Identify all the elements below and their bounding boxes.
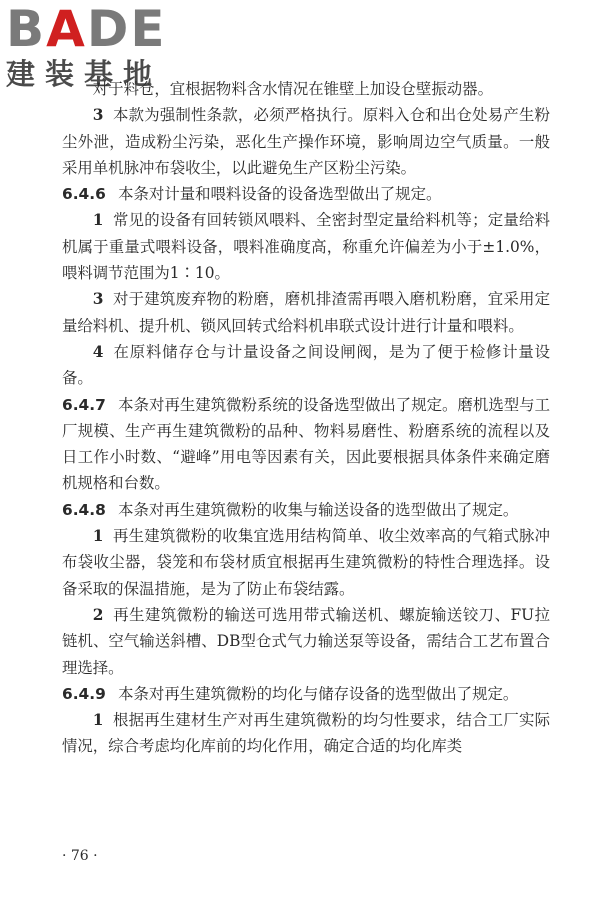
logo-letters-de: DE bbox=[86, 0, 167, 58]
section-6-4-9 bbox=[62, 681, 550, 707]
document-body bbox=[62, 76, 550, 760]
paragraph-item-1-collection bbox=[62, 523, 550, 602]
paragraph-item-3-grinding bbox=[62, 286, 550, 339]
logo-wordmark bbox=[6, 0, 176, 58]
section-text: 本条对再生建筑微粉的收集与输送设备的选型做出了规定。 bbox=[118, 500, 519, 519]
section-6-4-7 bbox=[62, 392, 550, 497]
section-text: 本条对再生建筑微粉的均化与储存设备的选型做出了规定。 bbox=[118, 684, 519, 703]
paragraph-item-3-dust bbox=[62, 102, 550, 181]
paragraph-item-2-conveying bbox=[62, 602, 550, 681]
paragraph-text: 根据再生建材生产对再生建筑微粉的均匀性要求，结合工厂实际情况，综合考虑均化库前的均化作用，确定合适的均化库类 bbox=[62, 711, 550, 756]
paragraph-text: 本款为强制性条款，必须严格执行。原料入仓和出仓处易产生粉尘外泄，造成粉尘污染，恶化生产操作环境，影响周边空气质量。一般采用单机脉冲布袋收尘，以此避免生产区粉尘污染。 bbox=[62, 106, 550, 177]
section-number: 6.4.9 bbox=[62, 684, 106, 703]
paragraph-item-1-feeder bbox=[62, 207, 550, 286]
section-number: 6.4.8 bbox=[62, 500, 106, 519]
section-number: 6.4.7 bbox=[62, 395, 106, 414]
item-number: 1 bbox=[92, 527, 104, 546]
item-number: 4 bbox=[92, 342, 104, 361]
paragraph-text: 对于建筑废弃物的粉磨，磨机排渣需再喂入磨机粉磨，宜采用定量给料机、提升机、锁风回转式给料机串联式设计进行计量和喂料。 bbox=[62, 290, 550, 335]
paragraph-text: 再生建筑微粉的收集宜选用结构简单、收尘效率高的气箱式脉冲布袋收尘器，袋笼和布袋材质宜根据再生建筑微粉的特性合理选择。设备采取的保温措施，是为了防止布袋结露。 bbox=[62, 527, 550, 598]
paragraph-text: 在原料储存仓与计量设备之间设闸阀，是为了便于检修计量设备。 bbox=[62, 342, 550, 388]
section-text: 本条对计量和喂料设备的设备选型做出了规定。 bbox=[118, 185, 442, 204]
section-text: 本条对再生建筑微粉系统的设备选型做出了规定。磨机选型与工厂规模、生产再生建筑微粉的品种、物料易磨性、粉磨系统的流程以及日工作小时数、“避峰”用电等因素有关，因此要根据具体条件来确定磨机规格和台数。 bbox=[62, 395, 550, 493]
item-number: 1 bbox=[92, 211, 104, 230]
item-number: 1 bbox=[92, 711, 104, 730]
paragraph-silo-vibrator bbox=[62, 76, 550, 102]
logo-letter-b: B bbox=[6, 0, 47, 58]
section-6-4-6 bbox=[62, 181, 550, 207]
item-number: 2 bbox=[92, 605, 104, 624]
item-number: 3 bbox=[92, 290, 104, 309]
logo-subtitle: 建装基地 bbox=[6, 57, 163, 91]
page-number: · 76 · bbox=[62, 848, 98, 864]
section-number: 6.4.6 bbox=[62, 185, 106, 204]
paragraph-item-4-valve bbox=[62, 339, 550, 392]
paragraph-text: 常见的设备有回转锁风喂料、全密封型定量给料机等；定量给料机属于重量式喂料设备，喂料准确度高，称重允许偏差为小于±1.0%，喂料调节范围为1∶10。 bbox=[62, 211, 550, 283]
logo-letter-a: A bbox=[46, 0, 87, 58]
item-number: 3 bbox=[92, 106, 104, 125]
paragraph-text: 对于料仓，宜根据物料含水情况在锥壁上加设仓壁振动器。 bbox=[92, 80, 493, 98]
paragraph-item-1-homogenization bbox=[62, 707, 550, 760]
paragraph-text: 再生建筑微粉的输送可选用带式输送机、螺旋输送铰刀、FU拉链机、空气输送斜槽、DB型仓式气力输送泵等设备，需结合工艺布置合理选择。 bbox=[62, 605, 550, 677]
section-6-4-8 bbox=[62, 497, 550, 523]
